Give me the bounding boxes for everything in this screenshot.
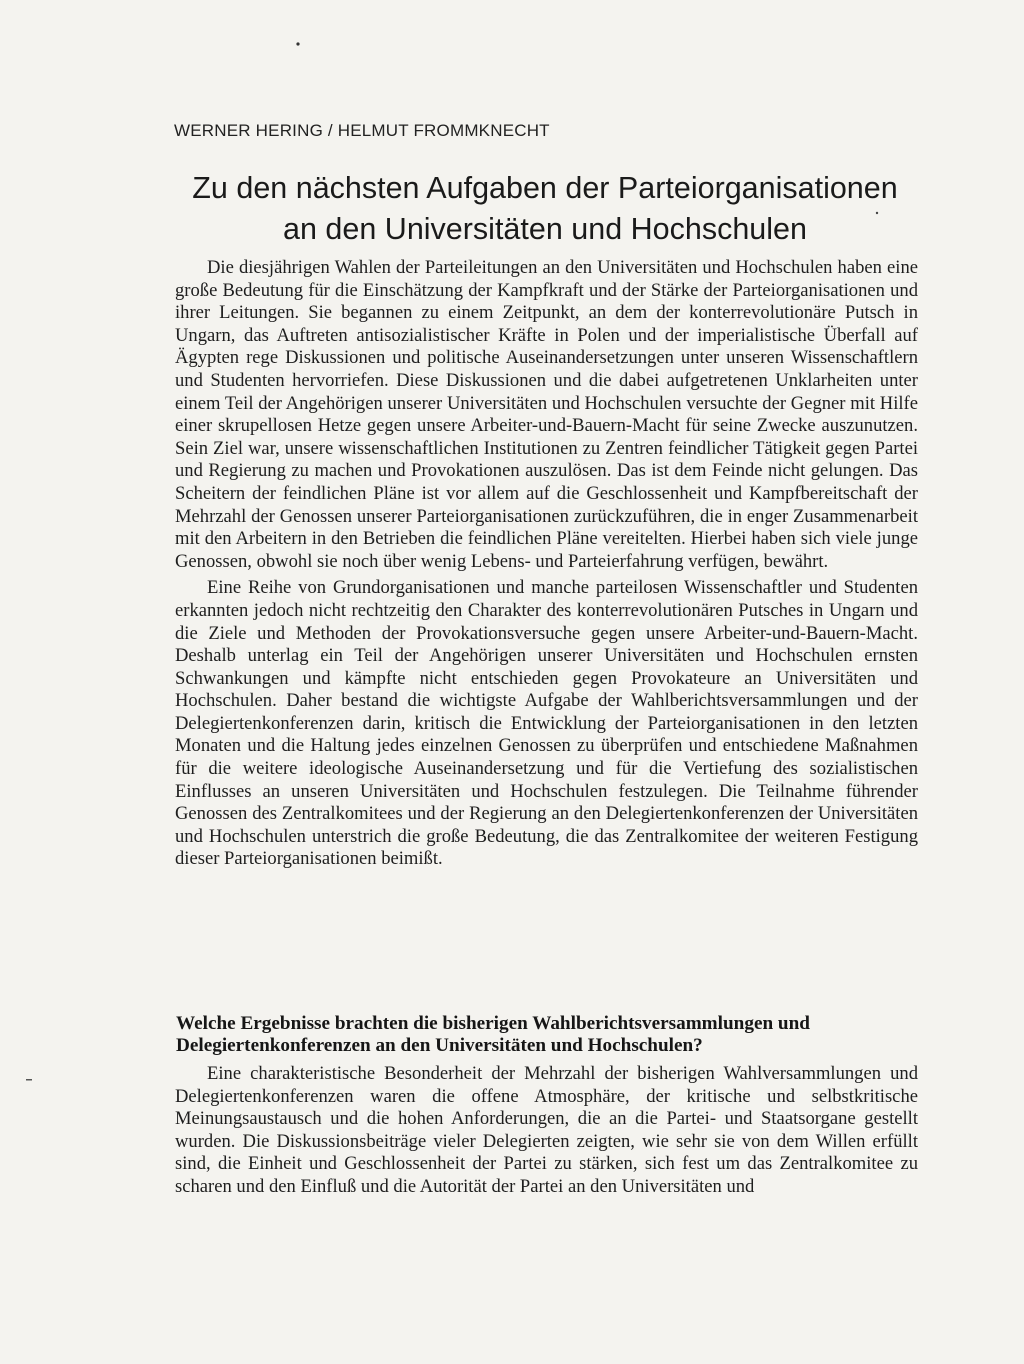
article-title [150,168,940,250]
article-title-line-1: Zu den nächsten Aufgaben der Parteiorganisationen [192,171,898,205]
article-body [175,257,918,871]
body-paragraph-1: Die diesjährigen Wahlen der Parteileitungen an den Universitäten und Hochschulen haben eine große Bedeutung für die Einschätzung der Kampfkraft und der Stärke der Parteiorganisationen und ihrer Leitungen. Sie begannen zu einem Zeitpunkt, an dem der konterrevolutionäre Putsch in Ungarn, das Auftreten antisozialistischer Kräfte in Polen und der imperialistische Überfall auf Ägypten rege Diskussionen und politische Auseinandersetzungen unter unseren Wissenschaftlern und Studenten hervorriefen. Diese Diskussionen und die dabei aufgetretenen Unklarheiten unter einem Teil der Angehörigen unserer Universitäten und Hochschulen versuchte der Gegner mit Hilfe einer skrupellosen Hetze gegen unsere Arbeiter-und-Bauern-Macht für seine Zwecke auszunutzen. Sein Ziel war, unsere wissenschaftlichen Institutionen zu Zentren feindlicher Tätigkeit gegen Partei und Regierung zu machen und Provokationen auszulösen. Das ist dem Feinde nicht gelungen. Das Scheitern der feindlichen Pläne ist vor allem auf die Geschlossenheit und Kampfbereitschaft der Mehrzahl der Genossen unserer Parteiorganisationen zurückzuführen, die in enger Zusammenarbeit mit den Arbeitern in den Betrieben die feindlichen Pläne vereitelten. Hierbei haben sich viele junge Genossen, obwohl sie noch über wenig Lebens- und Parteierfahrung verfügen, bewährt. [175,257,918,572]
section-paragraph-1: Eine charakteristische Besonderheit der Mehrzahl der bisherigen Wahlversammlungen und Delegiertenkonferenzen waren die offene Atmosphäre, der kritische und selbstkritische Meinungsaustausch und die hohen Anforderungen, die an die Partei- und Staatsorgane gestellt wurden. Die Diskussionsbeiträge vieler Delegierten zeigten, wie sehr sie von dem Willen erfüllt sind, die Einheit und Geschlossenheit der Partei zu stärken, sich fest um das Zentralkomitee zu scharen und den Einfluß und die Autorität der Partei an den Universitäten und [175,1063,918,1197]
article-title-line-2: an den Universitäten und Hochschulen [283,212,807,246]
body-paragraph-2: Eine Reihe von Grundorganisationen und manche parteilosen Wissenschaftler und Studenten erkannten jedoch nicht rechtzeitig den Charakter des konterrevolutionären Putsches in Ungarn und die Ziele und Methoden der Provokationsversuche gegen unsere Arbeiter-und-Bauern-Macht. Deshalb unterlag ein Teil der Angehörigen unserer Universitäten und Hochschulen ernsten Schwankungen und kämpfte nicht entschieden gegen Provokateure an Universitäten und Hochschulen. Daher bestand die wichtigste Aufgabe der Wahlberichtsversammlungen und der Delegiertenkonferenzen darin, kritisch die Entwicklung der Parteiorganisationen in den letzten Monaten und die Haltung jedes einzelnen Genossen zu überprüfen und entschiedene Maßnahmen für die weitere ideologische Auseinandersetzung und für die Vertiefung des sozialistischen Einflusses an unseren Universitäten und Hochschulen festzulegen. Die Teilnahme führender Genossen des Zentralkomitees und der Regierung an den Delegiertenkonferenzen der Universitäten und Hochschulen unterstrich die große Bedeutung, die das Zentralkomitee der weiteren Festigung dieser Parteiorganisationen beimißt. [175,577,918,870]
speck-mark [296,42,299,45]
section-body [175,1063,918,1199]
article-authors: WERNER HERING / HELMUT FROMMKNECHT [174,121,550,140]
section-heading: Welche Ergebnisse brachten die bisherigen Wahlberichtsversammlungen und Delegiertenkonferenzen an den Universitäten und Hochschulen? [176,1013,810,1056]
speck-mark [26,1079,32,1081]
